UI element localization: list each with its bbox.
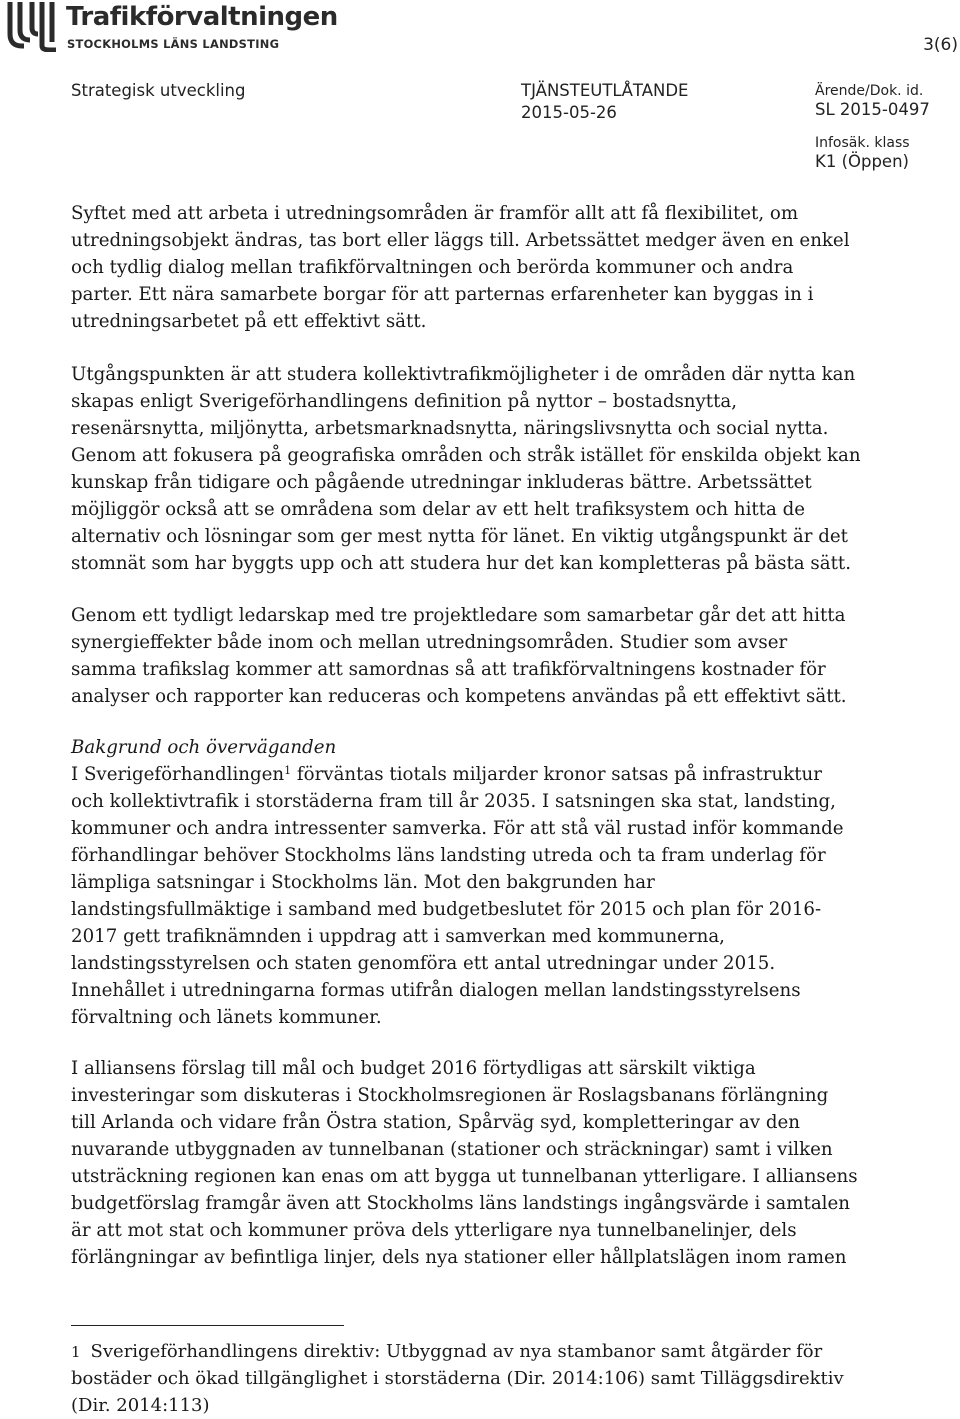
text-line: Utgångspunkten är att studera kollektivtrafikmöjligheter i de områden där nytta kan (71, 364, 856, 385)
text-line: utredningsobjekt ändras, tas bort eller läggs till. Arbetssättet medger även en enkel (71, 230, 850, 251)
document-type: TJÄNSTEUTLÅTANDE (521, 81, 689, 100)
text-line: samma trafikslag kommer att samordnas så att trafikförvaltningens kostnader för (71, 659, 826, 680)
text-line (71, 761, 871, 788)
text-line: bostäder och ökad tillgänglighet i storstäderna (Dir. 2014:106) samt Tilläggsdirektiv (71, 1368, 844, 1389)
text-line: synergieffekter både inom och mellan utredningsområden. Studier som avser (71, 632, 788, 653)
text-line: kunskap från tidigare och pågående utredningar inkluderas bättre. Arbetssättet (71, 472, 812, 493)
footnote-number: 1 (71, 1343, 81, 1361)
text-line: Innehållet i utredningarna formas utifrån dialogen mellan landstingsstyrelsens (71, 980, 801, 1001)
text-line: Genom ett tydligt ledarskap med tre projektledare som samarbetar går det att hitta (71, 605, 846, 626)
text-line: Syftet med att arbeta i utredningsområden är framför allt att få flexibilitet, om (71, 203, 799, 224)
text-line: parter. Ett nära samarbete borgar för att parternas erfarenheter kan byggas in i (71, 284, 814, 305)
text-line: kommuner och andra intressenter samverka. För att stå väl rustad inför kommande (71, 818, 844, 839)
case-id: SL 2015-0497 (815, 100, 930, 119)
text-line: Genom att fokusera på geografiska områden och stråk istället för enskilda objekt kan (71, 445, 861, 466)
text-line: förlängningar av befintliga linjer, dels nya stationer eller hållplatslägen inom ramen (71, 1247, 847, 1268)
text-line: är att mot stat och kommuner pröva dels ytterligare nya tunnelbanelinjer, dels (71, 1220, 797, 1241)
text-line: 2017 gett trafiknämnden i uppdrag att i samverkan med kommunerna, (71, 926, 725, 947)
paragraph-starting-point (71, 361, 871, 577)
classification-value: K1 (Öppen) (815, 152, 909, 171)
text-line: resenärsnytta, miljönytta, arbetsmarknadsnytta, näringslivsnytta och social nytta. (71, 418, 829, 439)
text-line (71, 1338, 931, 1365)
text-line: förvaltning och länets kommuner. (71, 1007, 382, 1028)
text-fragment: förväntas tiotals miljarder kronor satsas på infrastruktur (291, 764, 822, 785)
text-line: lämpliga satsningar i Stockholms län. Mot den bakgrunden har (71, 872, 655, 893)
text-line: I alliansens förslag till mål och budget 2016 förtydligas att särskilt viktiga (71, 1058, 756, 1079)
paragraph-leadership (71, 602, 871, 710)
section-heading: Bakgrund och överväganden (71, 737, 337, 758)
text-line: utsträckning regionen kan enas om att bygga ut tunnelbanan ytterligare. I alliansens (71, 1166, 858, 1187)
text-line: till Arlanda och vidare från Östra station, Spårväg syd, kompletteringar av den (71, 1112, 800, 1133)
text-line: (Dir. 2014:113) (71, 1395, 210, 1416)
text-line: landstingsstyrelsen och staten genomföra ett antal utredningar under 2015. (71, 953, 776, 974)
logo-title: Trafikförvaltningen (66, 2, 338, 32)
text-line: landstingsfullmäktige i samband med budgetbeslutet för 2015 och plan för 2016- (71, 899, 822, 920)
text-line: möjliggör också att se områdena som delar av ett helt trafiksystem och hitta de (71, 499, 806, 520)
text-fragment: Sverigeförhandlingens direktiv: Utbyggnad av nya stambanor samt åtgärder för (90, 1341, 823, 1362)
text-line: nuvarande utbyggnaden av tunnelbanan (stationer och sträckningar) samt i vilken (71, 1139, 833, 1160)
text-line: och tydlig dialog mellan trafikförvaltningen och berörda kommuner och andra (71, 257, 794, 278)
footnote (71, 1338, 931, 1419)
department-label: Strategisk utveckling (71, 81, 246, 100)
text-line: budgetförslag framgår även att Stockholms läns landstings ingångsvärde i samtalen (71, 1193, 850, 1214)
page-number: 3(6) (923, 35, 958, 55)
text-line: och kollektivtrafik i storstäderna fram till år 2035. I satsningen ska stat, landsting, (71, 791, 836, 812)
case-id-label: Ärende/Dok. id. (815, 83, 924, 99)
paragraph-purpose (71, 200, 871, 335)
footnote-reference[interactable]: 1 (284, 764, 292, 777)
paragraph-alliance-budget (71, 1055, 871, 1271)
organization-logo (0, 0, 338, 60)
document-date: 2015-05-26 (521, 103, 617, 122)
classification-label: Infosäk. klass (815, 135, 910, 151)
text-line: analyser och rapporter kan reduceras och kompetens användas på ett effektivt sätt. (71, 686, 847, 707)
text-line: förhandlingar behöver Stockholms läns landsting utreda och ta fram underlag för (71, 845, 826, 866)
text-line: stomnät som har byggts upp och att studera hur det kan kompletteras på bästa sätt. (71, 553, 852, 574)
text-line: utredningsarbetet på ett effektivt sätt. (71, 311, 427, 332)
footnote-divider (71, 1325, 344, 1326)
text-line: investeringar som diskuteras i Stockholmsregionen är Roslagsbanans förlängning (71, 1085, 829, 1106)
text-line: alternativ och lösningar som ger mest nytta för länet. En viktig utgångspunkt är det (71, 526, 848, 547)
text-line: skapas enligt Sverigeförhandlingens definition på nyttor – bostadsnytta, (71, 391, 738, 412)
text-fragment: I Sverigeförhandlingen (71, 764, 285, 785)
background-section (71, 734, 871, 1031)
logo-mark-icon (6, 0, 60, 52)
logo-subtitle: STOCKHOLMS LÄNS LANDSTING (67, 37, 280, 51)
